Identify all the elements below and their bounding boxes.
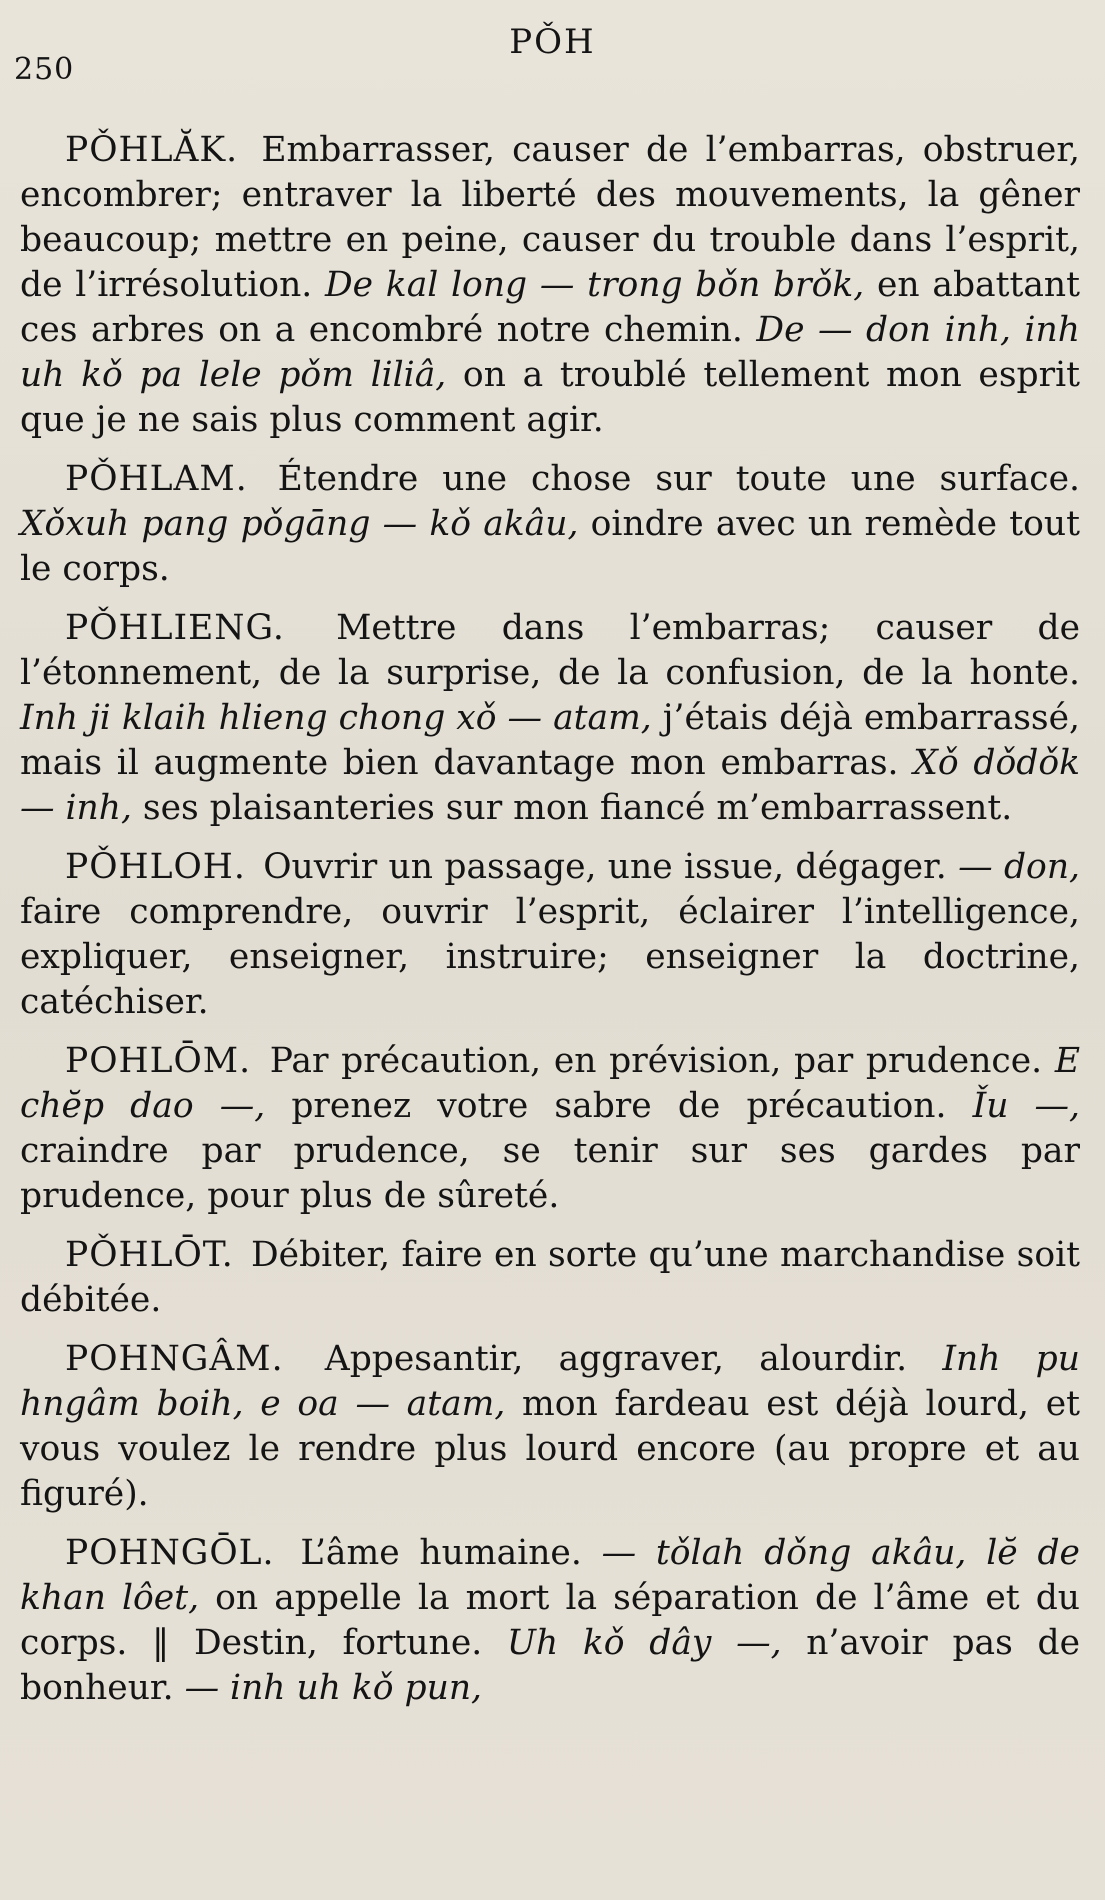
entry-pohlot xyxy=(20,1233,1080,1323)
definition-text: Mettre dans l’embarras; causer de l’étonnement, de la surprise, de la confusion, de la honte. xyxy=(20,608,1080,693)
example-text: Ǐu —, xyxy=(972,1086,1081,1126)
example-text: — tǒlah dǒng akâu, lĕ de khan lôet, xyxy=(20,1533,1080,1618)
entry-pohlak xyxy=(20,128,1080,443)
definition-text: mon fardeau est déjà lourd, et vous voulez le rendre plus lourd encore (au propre et au figuré). xyxy=(20,1384,1080,1514)
headword: POHLŌM. xyxy=(65,1041,252,1081)
example-text: — inh uh kǒ pun, xyxy=(184,1668,483,1708)
running-head: PǑH xyxy=(509,22,596,62)
entry-pohlieng xyxy=(20,606,1080,831)
headword: PǑHLAM. xyxy=(65,459,248,499)
example-text: Xǒ dǒdǒk — inh, xyxy=(20,743,1080,828)
example-text: De — don inh, inh uh kǒ pa lele pǒm liliâ, xyxy=(20,310,1080,395)
definition-text: L’âme humaine. xyxy=(280,1533,602,1573)
definition-text: Débiter, faire en sorte qu’une marchandise soit débitée. xyxy=(20,1235,1080,1320)
entry-pohloh xyxy=(20,845,1080,1025)
definition-text: Étendre une chose sur toute une surface. xyxy=(253,459,1080,499)
entry-pohngol xyxy=(20,1531,1080,1711)
definition-text: n’avoir pas de bonheur. xyxy=(20,1623,1080,1708)
example-text: Inh pu hngâm boih, e oa — atam, xyxy=(20,1339,1080,1424)
entry-pohngam xyxy=(20,1337,1080,1517)
headword: PǑHLIENG. xyxy=(65,608,285,648)
definition-text: Appesantir, aggraver, alourdir. xyxy=(289,1339,943,1379)
headword: PǑHLOH. xyxy=(65,847,246,887)
example-text: E chĕp dao —, xyxy=(20,1041,1080,1126)
entry-pohlam xyxy=(20,457,1080,592)
definition-text: prenez votre sabre de précaution. xyxy=(265,1086,973,1126)
entries-list xyxy=(20,128,1080,1725)
definition-text: faire comprendre, ouvrir l’esprit, éclairer l’intelligence, expliquer, enseigner, instruire; enseigner la doctrine, catéchiser. xyxy=(20,892,1080,1022)
example-text: Uh kǒ dây —, xyxy=(506,1623,782,1663)
definition-text: Ouvrir un passage, une issue, dégager. xyxy=(251,847,959,887)
definition-text: on a troublé tellement mon esprit que je ne sais plus comment agir. xyxy=(20,355,1080,440)
headword: POHNGŌL. xyxy=(65,1533,275,1573)
definition-text: Embarrasser, causer de l’embarras, obstruer, encombrer; entraver la liberté des mouvements, la gêner beaucoup; mettre en peine, causer du trouble dans l’esprit, de l’irrésolution. xyxy=(20,130,1080,305)
example-text: Inh ji klaih hlieng chong xǒ — atam, xyxy=(20,698,652,738)
example-text: Xǒxuh pang pǒgāng — kǒ akâu, xyxy=(20,504,579,544)
headword: PǑHLĂK. xyxy=(65,130,239,170)
definition-text: on appelle la mort la séparation de l’âme et du corps. ‖ Destin, fortune. xyxy=(20,1578,1080,1663)
headword: PǑHLŌT. xyxy=(65,1235,234,1275)
page-number: 250 xyxy=(14,52,75,87)
example-text: De kal long — trong bǒn brǒk, xyxy=(324,265,865,305)
entry-pohlom xyxy=(20,1039,1080,1219)
headword: POHNGÂM. xyxy=(65,1339,284,1379)
example-text: — don, xyxy=(958,847,1081,887)
definition-text: Par précaution, en prévision, par prudence. xyxy=(257,1041,1055,1081)
definition-text: oindre avec un remède tout le corps. xyxy=(20,504,1080,589)
definition-text: ses plaisanteries sur mon fiancé m’embarrassent. xyxy=(131,788,1013,828)
definition-text: en abattant ces arbres on a encombré notre chemin. xyxy=(20,265,1080,350)
definition-text: j’étais déjà embarrassé, mais il augmente bien davantage mon embarras. xyxy=(20,698,1080,783)
definition-text: craindre par prudence, se tenir sur ses gardes par prudence, pour plus de sûreté. xyxy=(20,1131,1080,1216)
